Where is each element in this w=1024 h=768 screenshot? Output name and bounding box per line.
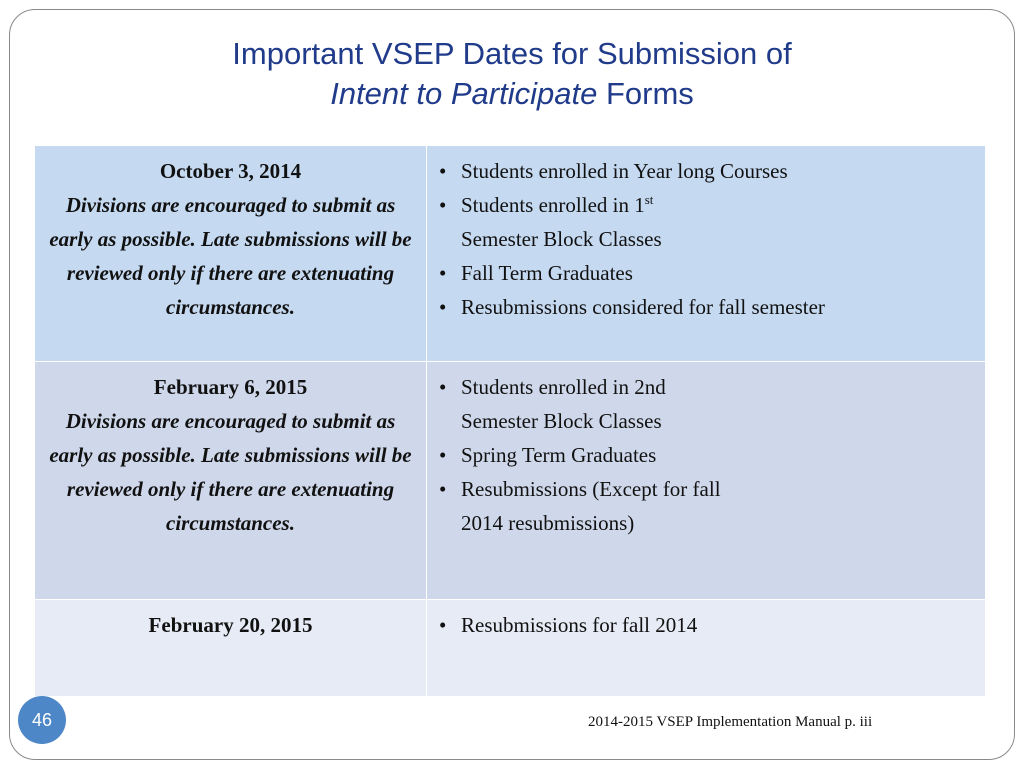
date-cell <box>35 600 427 697</box>
title-line-2 <box>0 74 1024 114</box>
bullet-list <box>437 370 979 540</box>
table-row <box>35 146 986 362</box>
deadline-note: Divisions are encouraged to submit as early as possible. Late submissions will be reviewed only if there are extenuating circumstances. <box>49 193 412 319</box>
bullet-list <box>437 608 979 642</box>
list-item: • Resubmissions (Except for fall 2014 resubmissions) <box>437 472 979 540</box>
title-italic-part: Intent to Participate <box>330 76 598 111</box>
superscript: st <box>644 192 654 207</box>
title-line-1: Important VSEP Dates for Submission of <box>232 36 792 71</box>
list-item: • Students enrolled in Year long Courses <box>437 154 979 188</box>
list-item: • Students enrolled in 2nd Semester Block Classes <box>437 370 979 438</box>
bullet-list <box>437 154 979 324</box>
deadline-note: Divisions are encouraged to submit as early as possible. Late submissions will be reviewed only if there are extenuating circumstances. <box>49 409 412 535</box>
list-item: • Students enrolled in 1st Semester Block Classes <box>437 188 979 256</box>
details-cell <box>427 600 986 697</box>
table-row <box>35 362 986 600</box>
dates-table <box>34 145 986 697</box>
list-item: • Fall Term Graduates <box>437 256 979 290</box>
bullet-continuation: Semester Block Classes <box>461 227 662 251</box>
date-cell <box>35 362 427 600</box>
deadline-date: February 20, 2015 <box>148 613 313 637</box>
bullet-continuation: Semester Block Classes <box>461 409 662 433</box>
slide-title <box>0 34 1024 114</box>
date-cell <box>35 146 427 362</box>
details-cell <box>427 362 986 600</box>
page-number-badge: 46 <box>18 696 66 744</box>
deadline-date: February 6, 2015 <box>153 375 308 399</box>
deadline-date: October 3, 2014 <box>159 159 302 183</box>
title-rest-part: Forms <box>597 76 694 111</box>
list-item: • Spring Term Graduates <box>437 438 979 472</box>
footer-citation: 2014-2015 VSEP Implementation Manual p. iii <box>588 714 873 730</box>
details-cell <box>427 146 986 362</box>
list-item: • Resubmissions for fall 2014 <box>437 608 979 642</box>
table-row <box>35 600 986 697</box>
bullet-continuation: 2014 resubmissions) <box>461 511 635 535</box>
list-item: • Resubmissions considered for fall semester <box>437 290 979 324</box>
